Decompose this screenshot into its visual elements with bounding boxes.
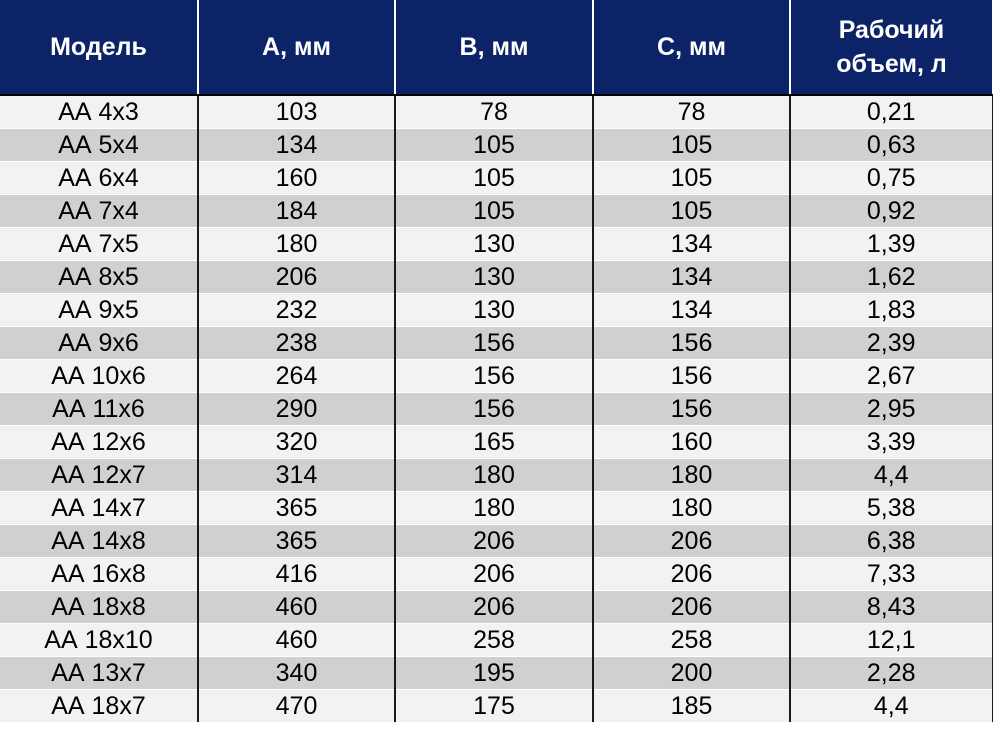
volume-cell: 0,21 (790, 95, 992, 129)
model-cell: АА 10х6 (0, 360, 198, 393)
header-b-mm (395, 0, 593, 95)
a-mm-cell: 184 (198, 195, 395, 228)
header-volume-line2: объем, л (836, 50, 947, 78)
c-mm-cell: 105 (593, 195, 790, 228)
a-mm-cell: 365 (198, 525, 395, 558)
b-mm-cell: 156 (395, 393, 593, 426)
header-row (0, 0, 992, 95)
c-mm-cell: 185 (593, 690, 790, 723)
header-a-label: A, мм (262, 33, 331, 61)
volume-cell: 3,39 (790, 426, 992, 459)
volume-cell: 7,33 (790, 558, 992, 591)
table-row (0, 690, 992, 723)
c-mm-cell: 156 (593, 393, 790, 426)
model-cell: АА 12х6 (0, 426, 198, 459)
b-mm-cell: 105 (395, 129, 593, 162)
a-mm-cell: 206 (198, 261, 395, 294)
b-mm-cell: 78 (395, 95, 593, 129)
table-row (0, 657, 992, 690)
volume-cell: 4,4 (790, 690, 992, 723)
b-mm-cell: 130 (395, 261, 593, 294)
c-mm-cell: 160 (593, 426, 790, 459)
header-a-mm (198, 0, 395, 95)
volume-cell: 0,92 (790, 195, 992, 228)
volume-cell: 2,95 (790, 393, 992, 426)
b-mm-cell: 180 (395, 492, 593, 525)
volume-cell: 2,28 (790, 657, 992, 690)
c-mm-cell: 134 (593, 261, 790, 294)
b-mm-cell: 130 (395, 228, 593, 261)
table-header (0, 0, 992, 95)
table-row (0, 591, 992, 624)
table-row (0, 558, 992, 591)
table-row (0, 261, 992, 294)
model-cell: АА 16х8 (0, 558, 198, 591)
b-mm-cell: 175 (395, 690, 593, 723)
c-mm-cell: 200 (593, 657, 790, 690)
volume-cell: 0,75 (790, 162, 992, 195)
model-cell: АА 9х6 (0, 327, 198, 360)
b-mm-cell: 130 (395, 294, 593, 327)
table-row (0, 360, 992, 393)
model-cell: АА 7х5 (0, 228, 198, 261)
volume-cell: 4,4 (790, 459, 992, 492)
a-mm-cell: 232 (198, 294, 395, 327)
model-cell: АА 14х8 (0, 525, 198, 558)
table-row (0, 459, 992, 492)
table-row (0, 426, 992, 459)
model-cell: АА 6х4 (0, 162, 198, 195)
a-mm-cell: 180 (198, 228, 395, 261)
model-cell: АА 18х10 (0, 624, 198, 657)
c-mm-cell: 134 (593, 294, 790, 327)
model-cell: АА 9х5 (0, 294, 198, 327)
volume-cell: 8,43 (790, 591, 992, 624)
a-mm-cell: 460 (198, 624, 395, 657)
c-mm-cell: 206 (593, 591, 790, 624)
b-mm-cell: 206 (395, 525, 593, 558)
model-cell: АА 13х7 (0, 657, 198, 690)
volume-cell: 6,38 (790, 525, 992, 558)
table-row (0, 228, 992, 261)
c-mm-cell: 134 (593, 228, 790, 261)
a-mm-cell: 290 (198, 393, 395, 426)
table-row (0, 195, 992, 228)
b-mm-cell: 195 (395, 657, 593, 690)
a-mm-cell: 264 (198, 360, 395, 393)
volume-cell: 1,39 (790, 228, 992, 261)
c-mm-cell: 258 (593, 624, 790, 657)
model-cell: АА 5х4 (0, 129, 198, 162)
table-body (0, 95, 992, 722)
c-mm-cell: 156 (593, 360, 790, 393)
a-mm-cell: 365 (198, 492, 395, 525)
model-cell: АА 11х6 (0, 393, 198, 426)
b-mm-cell: 156 (395, 360, 593, 393)
model-cell: АА 7х4 (0, 195, 198, 228)
a-mm-cell: 470 (198, 690, 395, 723)
volume-cell: 1,62 (790, 261, 992, 294)
model-cell: АА 18х7 (0, 690, 198, 723)
volume-cell: 5,38 (790, 492, 992, 525)
b-mm-cell: 206 (395, 558, 593, 591)
a-mm-cell: 238 (198, 327, 395, 360)
table-row (0, 294, 992, 327)
volume-cell: 12,1 (790, 624, 992, 657)
a-mm-cell: 314 (198, 459, 395, 492)
header-model-label: Модель (50, 33, 147, 61)
b-mm-cell: 180 (395, 459, 593, 492)
header-volume (790, 0, 992, 95)
table-row (0, 393, 992, 426)
b-mm-cell: 105 (395, 162, 593, 195)
model-cell: АА 18х8 (0, 591, 198, 624)
a-mm-cell: 416 (198, 558, 395, 591)
model-cell: АА 14х7 (0, 492, 198, 525)
b-mm-cell: 105 (395, 195, 593, 228)
b-mm-cell: 165 (395, 426, 593, 459)
volume-cell: 1,83 (790, 294, 992, 327)
table-row (0, 95, 992, 129)
header-c-mm (593, 0, 790, 95)
table-row (0, 162, 992, 195)
volume-cell: 0,63 (790, 129, 992, 162)
header-model (0, 0, 198, 95)
a-mm-cell: 134 (198, 129, 395, 162)
model-cell: АА 4х3 (0, 95, 198, 129)
a-mm-cell: 320 (198, 426, 395, 459)
header-b-label: B, мм (459, 33, 529, 61)
c-mm-cell: 206 (593, 558, 790, 591)
a-mm-cell: 460 (198, 591, 395, 624)
a-mm-cell: 340 (198, 657, 395, 690)
table-row (0, 327, 992, 360)
table-row (0, 492, 992, 525)
table-row (0, 624, 992, 657)
b-mm-cell: 206 (395, 591, 593, 624)
c-mm-cell: 206 (593, 525, 790, 558)
model-cell: АА 8х5 (0, 261, 198, 294)
c-mm-cell: 180 (593, 492, 790, 525)
header-c-label: C, мм (657, 33, 726, 61)
table-row (0, 525, 992, 558)
c-mm-cell: 105 (593, 129, 790, 162)
volume-cell: 2,39 (790, 327, 992, 360)
c-mm-cell: 180 (593, 459, 790, 492)
b-mm-cell: 258 (395, 624, 593, 657)
table-row (0, 129, 992, 162)
model-cell: АА 12х7 (0, 459, 198, 492)
a-mm-cell: 103 (198, 95, 395, 129)
header-volume-line1: Рабочий (838, 16, 945, 44)
c-mm-cell: 78 (593, 95, 790, 129)
c-mm-cell: 105 (593, 162, 790, 195)
volume-cell: 2,67 (790, 360, 992, 393)
a-mm-cell: 160 (198, 162, 395, 195)
b-mm-cell: 156 (395, 327, 593, 360)
c-mm-cell: 156 (593, 327, 790, 360)
